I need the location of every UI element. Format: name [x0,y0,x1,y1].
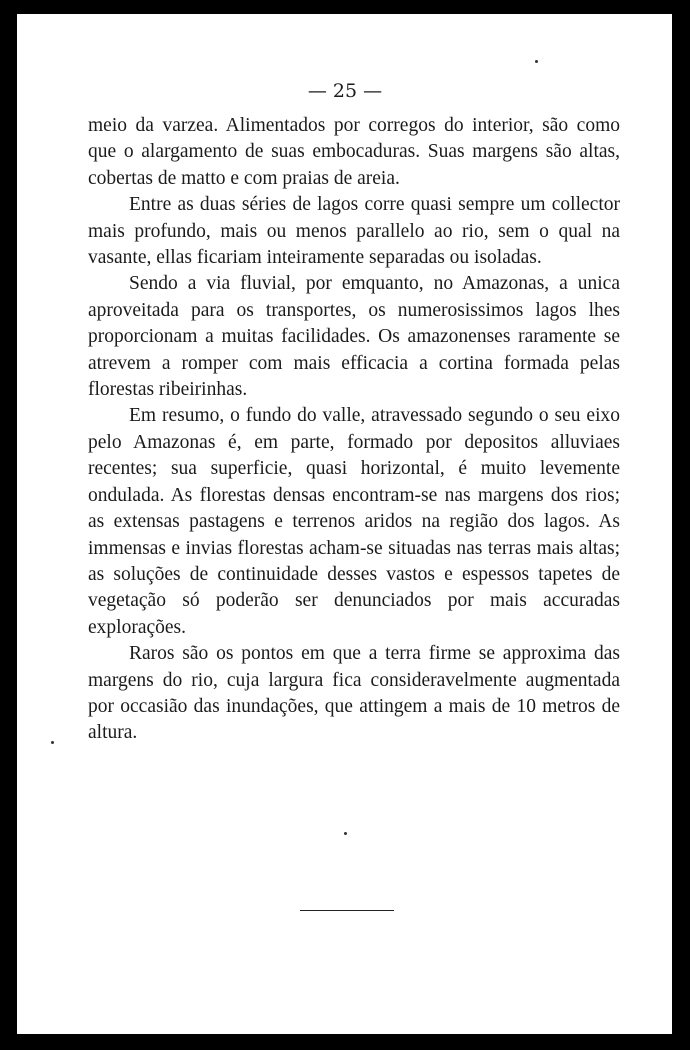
paragraph-3: Sendo a via fluvial, por emquanto, no Amazonas, a unica aproveitada para os transportes, os numerosissimos lagos lhes proporcionam a muitas facilidades. Os amazonenses raramente se atrevem a romper com mais efficacia a cortina formada pelas florestas ribeirinhas. [88,273,620,401]
paragraph-4: Em resumo, o fundo do valle, atravessado segundo o seu eixo pelo Amazonas é, em parte, formado por depositos alluviaes recentes; sua superficie, quasi horizontal, é muito levemente ondulada. As florestas densas encontram-se nas margens dos rios; as extensas pastagens e terrenos aridos na região dos lagos. As immensas e invias florestas acham-se situadas nas terras mais altas; as soluções de continuidade desses vastos e espessos tapetes de vegetação só poderão ser denunciados por mais accuradas explorações. [88,405,620,638]
paragraph-1: meio da varzea. Alimentados por corregos do interior, são como que o alargamento de suas embocaduras. Suas margens são altas, cobertas de matto e com praias de areia. [88,115,620,189]
scan-speck [51,741,54,744]
paragraph-5: Raros são os pontos em que a terra firme se approxima das margens do rio, cuja largura fica consideravelmente augmentada por occasião das inundações, que attingem a mais de 10 metros de altura. [88,643,620,744]
page-number: — 25 — [307,80,383,102]
book-page [17,14,672,1034]
scan-speck [535,60,538,63]
paragraph-2: Entre as duas séries de lagos corre quasi sempre um collector mais profundo, mais ou menos parallelo ao rio, sem o qual na vasante, ellas ficariam inteiramente separadas ou isoladas. [88,194,620,269]
body-text [88,113,620,747]
end-rule [300,910,394,911]
scan-speck [344,832,347,835]
